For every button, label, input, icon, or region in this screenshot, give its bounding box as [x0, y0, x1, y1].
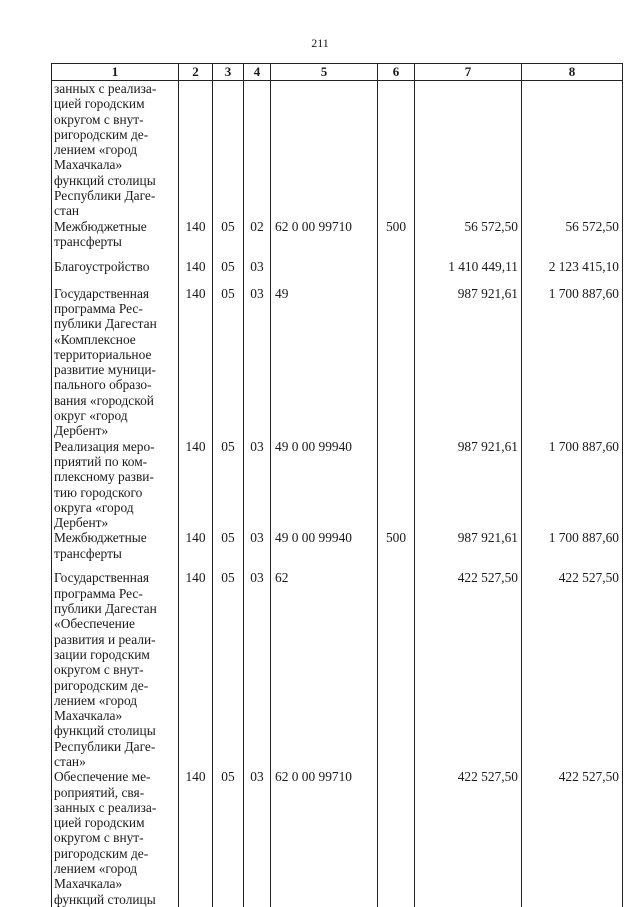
column-header: 8: [522, 64, 623, 81]
cell-gov: 140: [179, 530, 213, 570]
cell-expense-type: 500: [378, 530, 415, 570]
row-name-text: Межбюджетные трансферты: [54, 530, 147, 561]
cell-target-article: 62 0 00 99710: [271, 219, 378, 259]
row-name: [52, 769, 179, 907]
row-name-text: Обеспечение ме- роприятий, свя- занных с реализа- цией городским округом с внут- ригородским де- лением «город Махачкала» функций столицы: [54, 769, 157, 907]
cell-amount-year-1: 987 921,61: [415, 530, 522, 570]
cell-section: 05: [213, 286, 244, 439]
cell-target-article: [271, 81, 378, 219]
cell-target-article: 49 0 00 99940: [271, 439, 378, 531]
table-row: [52, 439, 623, 531]
cell-expense-type: 500: [378, 219, 415, 259]
cell-section: 05: [213, 769, 244, 907]
cell-gov: 140: [179, 570, 213, 769]
cell-amount-year-2: 1 700 887,60: [522, 439, 623, 531]
row-name-text: Реализация меро- приятий по ком- плексному разви- тию городского округа «город Дербент»: [54, 438, 155, 531]
cell-gov: 140: [179, 439, 213, 531]
cell-gov: 140: [179, 219, 213, 259]
cell-subsection: 03: [244, 439, 271, 531]
cell-amount-year-2: 1 700 887,60: [522, 530, 623, 570]
cell-subsection: 03: [244, 570, 271, 769]
cell-gov: 140: [179, 259, 213, 286]
cell-section: 05: [213, 259, 244, 286]
cell-gov: [179, 81, 213, 219]
cell-amount-year-2: 2 123 415,10: [522, 259, 623, 286]
cell-expense-type: [378, 286, 415, 439]
cell-gov: 140: [179, 286, 213, 439]
cell-target-article: 49 0 00 99940: [271, 530, 378, 570]
cell-subsection: 03: [244, 769, 271, 907]
cell-gov: 140: [179, 769, 213, 907]
cell-amount-year-1: [415, 81, 522, 219]
column-header: 2: [179, 64, 213, 81]
cell-amount-year-1: 422 527,50: [415, 769, 522, 907]
row-name-text: Благоустройство: [54, 258, 150, 274]
row-name: [52, 530, 179, 570]
cell-target-article: 49: [271, 286, 378, 439]
cell-amount-year-1: 422 527,50: [415, 570, 522, 769]
cell-amount-year-2: 56 572,50: [522, 219, 623, 259]
cell-target-article: 62: [271, 570, 378, 769]
header-row: [52, 64, 623, 81]
row-name-text: Государственная программа Рес- публики Дагестан «Комплексное территориальное развитие муници- пального образо- вания «городской округ «город Дербент»: [54, 285, 157, 439]
table-row: [52, 570, 623, 769]
row-name-text: занных с реализа- цией городским округом с внут- ригородским де- лением «город Махачкала» функций столицы Республики Даге- стан: [54, 81, 157, 219]
cell-section: [213, 81, 244, 219]
table-row: [52, 769, 623, 907]
cell-amount-year-1: 1 410 449,11: [415, 259, 522, 286]
cell-target-article: [271, 259, 378, 286]
column-header: 3: [213, 64, 244, 81]
cell-expense-type: [378, 259, 415, 286]
cell-amount-year-2: 1 700 887,60: [522, 286, 623, 439]
row-name: [52, 570, 179, 769]
column-header: 1: [52, 64, 179, 81]
cell-expense-type: [378, 439, 415, 531]
column-header: 4: [244, 64, 271, 81]
cell-amount-year-2: [522, 81, 623, 219]
column-header: 5: [271, 64, 378, 81]
cell-section: 05: [213, 439, 244, 531]
row-name: [52, 219, 179, 259]
row-name-text: Государственная программа Рес- публики Дагестан «Обеспечение развития и реали- зации городским округом с внут- ригородским де- лением «город Махачкала» функций столицы Республики Даге- стан»: [54, 570, 157, 769]
cell-expense-type: [378, 769, 415, 907]
row-name: [52, 286, 179, 439]
cell-subsection: 03: [244, 286, 271, 439]
cell-amount-year-1: 987 921,61: [415, 439, 522, 531]
table-row: [52, 530, 623, 570]
cell-amount-year-1: 987 921,61: [415, 286, 522, 439]
row-name: [52, 259, 179, 286]
cell-subsection: 02: [244, 219, 271, 259]
row-name: [52, 81, 179, 219]
cell-section: 05: [213, 219, 244, 259]
cell-section: 05: [213, 530, 244, 570]
cell-expense-type: [378, 81, 415, 219]
column-header: 6: [378, 64, 415, 81]
cell-section: 05: [213, 570, 244, 769]
table-row: [52, 219, 623, 259]
cell-amount-year-1: 56 572,50: [415, 219, 522, 259]
cell-subsection: [244, 81, 271, 219]
page-number: 211: [311, 36, 329, 50]
budget-table: [51, 63, 623, 907]
cell-expense-type: [378, 570, 415, 769]
row-name: [52, 439, 179, 531]
cell-subsection: 03: [244, 259, 271, 286]
cell-amount-year-2: 422 527,50: [522, 769, 623, 907]
column-header: 7: [415, 64, 522, 81]
table-row: [52, 259, 623, 286]
table-row: [52, 286, 623, 439]
cell-amount-year-2: 422 527,50: [522, 570, 623, 769]
cell-subsection: 03: [244, 530, 271, 570]
row-name-text: Межбюджетные трансферты: [54, 218, 147, 249]
cell-target-article: 62 0 00 99710: [271, 769, 378, 907]
table-row: [52, 81, 623, 219]
